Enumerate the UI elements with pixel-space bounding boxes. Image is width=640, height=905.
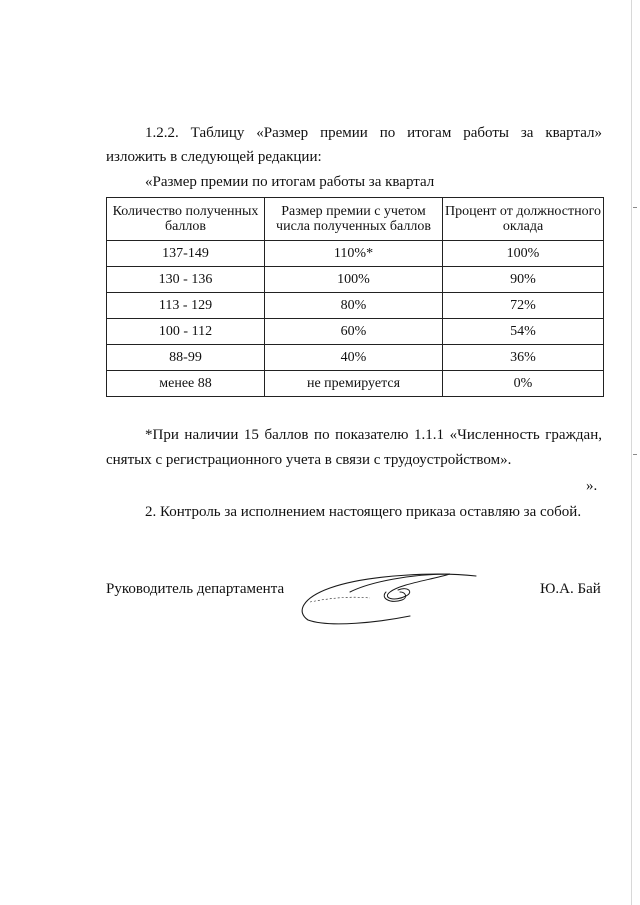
item-2-paragraph: 2. Контроль за исполнением настоящего приказа оставляю за собой. [145,504,582,520]
closing-quote: ». [586,478,598,494]
cell-percent: 90% [443,267,604,293]
cell-percent: 0% [443,371,604,397]
table-row [107,241,604,267]
cell-points: 130 - 136 [107,267,265,293]
paragraph-1-line-2: изложить в следующей редакции: [106,149,322,165]
cell-bonus: 110%* [265,241,443,267]
cell-bonus: 40% [265,345,443,371]
table-caption: «Размер премии по итогам работы за квартал [145,174,435,190]
cell-points: менее 88 [107,371,265,397]
bonus-table [106,197,604,397]
table-row [107,267,604,293]
table-row [107,293,604,319]
cell-points: 137-149 [107,241,265,267]
cell-bonus: не премируется [265,371,443,397]
header-bonus-size: Размер премии с учетом числа полученных баллов [265,198,443,241]
table-row [107,371,604,397]
cell-percent: 36% [443,345,604,371]
table-row [107,345,604,371]
cell-percent: 72% [443,293,604,319]
signatory-title: Руководитель департамента [106,581,285,597]
header-salary-percent: Процент от должностного оклада [443,198,604,241]
cell-percent: 54% [443,319,604,345]
table-header-row [107,198,604,241]
edge-tick-mark [633,207,637,208]
cell-bonus: 60% [265,319,443,345]
paragraph-1-line-1: 1.2.2. Таблицу «Размер премии по итогам работы за квартал» [145,125,602,141]
cell-percent: 100% [443,241,604,267]
cell-bonus: 80% [265,293,443,319]
header-points-count: Количество полученных баллов [107,198,265,241]
signatory-name: Ю.А. Бай [540,581,601,597]
page-edge-line [631,0,632,905]
edge-tick-mark [633,454,637,455]
handwritten-signature [290,562,490,632]
table-row [107,319,604,345]
footnote-line-2: снятых с регистрационного учета в связи с трудоустройством». [106,452,512,468]
footnote-line-1: *При наличии 15 баллов по показателю 1.1.1 «Численность граждан, [145,427,602,443]
cell-points: 113 - 129 [107,293,265,319]
cell-points: 100 - 112 [107,319,265,345]
cell-bonus: 100% [265,267,443,293]
cell-points: 88-99 [107,345,265,371]
